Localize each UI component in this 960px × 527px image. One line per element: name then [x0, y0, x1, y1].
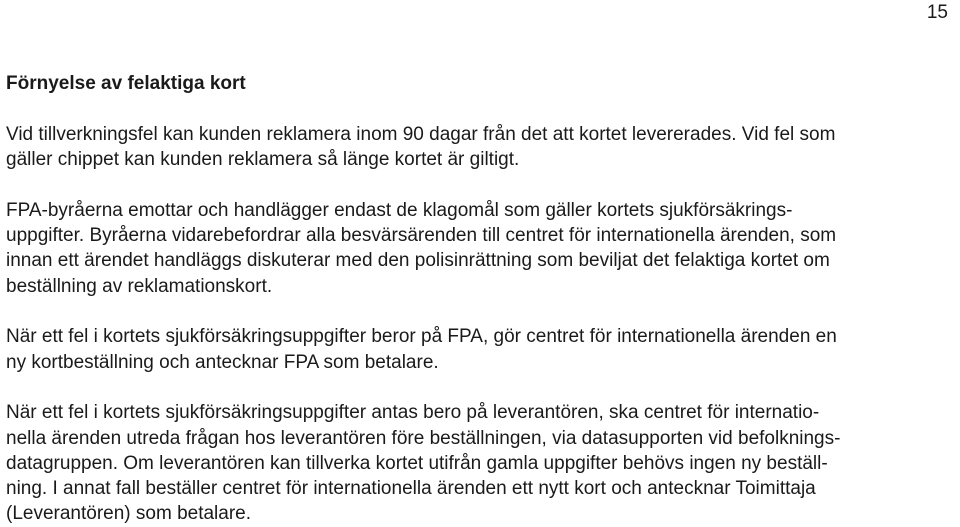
- section-heading: Förnyelse av felaktiga kort: [6, 73, 246, 94]
- text-line: ny kortbeställning och antecknar FPA som betalare.: [6, 351, 439, 373]
- text-line: uppgifter. Byråerna vidarebefordrar alla besvärsärenden till centret för internationella ärenden, som: [6, 225, 837, 247]
- text-line: Vid tillverkningsfel kan kunden reklamera inom 90 dagar från det att kortet levererades. Vid fel som: [6, 124, 836, 145]
- document-body: [6, 122, 956, 527]
- text-line: beställning av reklamationskort.: [6, 275, 273, 297]
- text-line: gäller chippet kan kunden reklamera så länge kortet är giltigt.: [6, 149, 520, 171]
- text-line: När ett fel i kortets sjukförsäkringsuppgifter beror på FPA, gör centret för internationella ärenden en: [6, 326, 837, 348]
- page-number: 15: [926, 2, 948, 23]
- paragraph-2: [6, 198, 956, 299]
- text-line: FPA-byråerna emottar och handlägger endast de klagomål som gäller kortets sjukförsäkrings-: [6, 199, 793, 221]
- text-line: ning. I annat fall beställer centret för internationella ärenden ett nytt kort och antecknar Toimittaja: [6, 478, 816, 500]
- text-line: datagruppen. Om leverantören kan tillverka kortet utifrån gamla uppgifter behövs ingen ny beställ-: [6, 452, 828, 474]
- paragraph-1: [6, 122, 956, 173]
- text-line: När ett fel i kortets sjukförsäkringsuppgifter antas bero på leverantören, ska centret för internatio-: [6, 402, 820, 424]
- paragraph-3: [6, 324, 956, 375]
- text-line: nella ärenden utreda frågan hos leverantören före beställningen, via datasupporten vid befolknings-: [6, 427, 841, 449]
- text-line: innan ett ärendet handläggs diskuterar med den polisinrättning som beviljat det felaktiga kortet om: [6, 250, 830, 272]
- text-line: (Leverantören) som betalare.: [6, 503, 252, 525]
- paragraph-4: [6, 400, 956, 526]
